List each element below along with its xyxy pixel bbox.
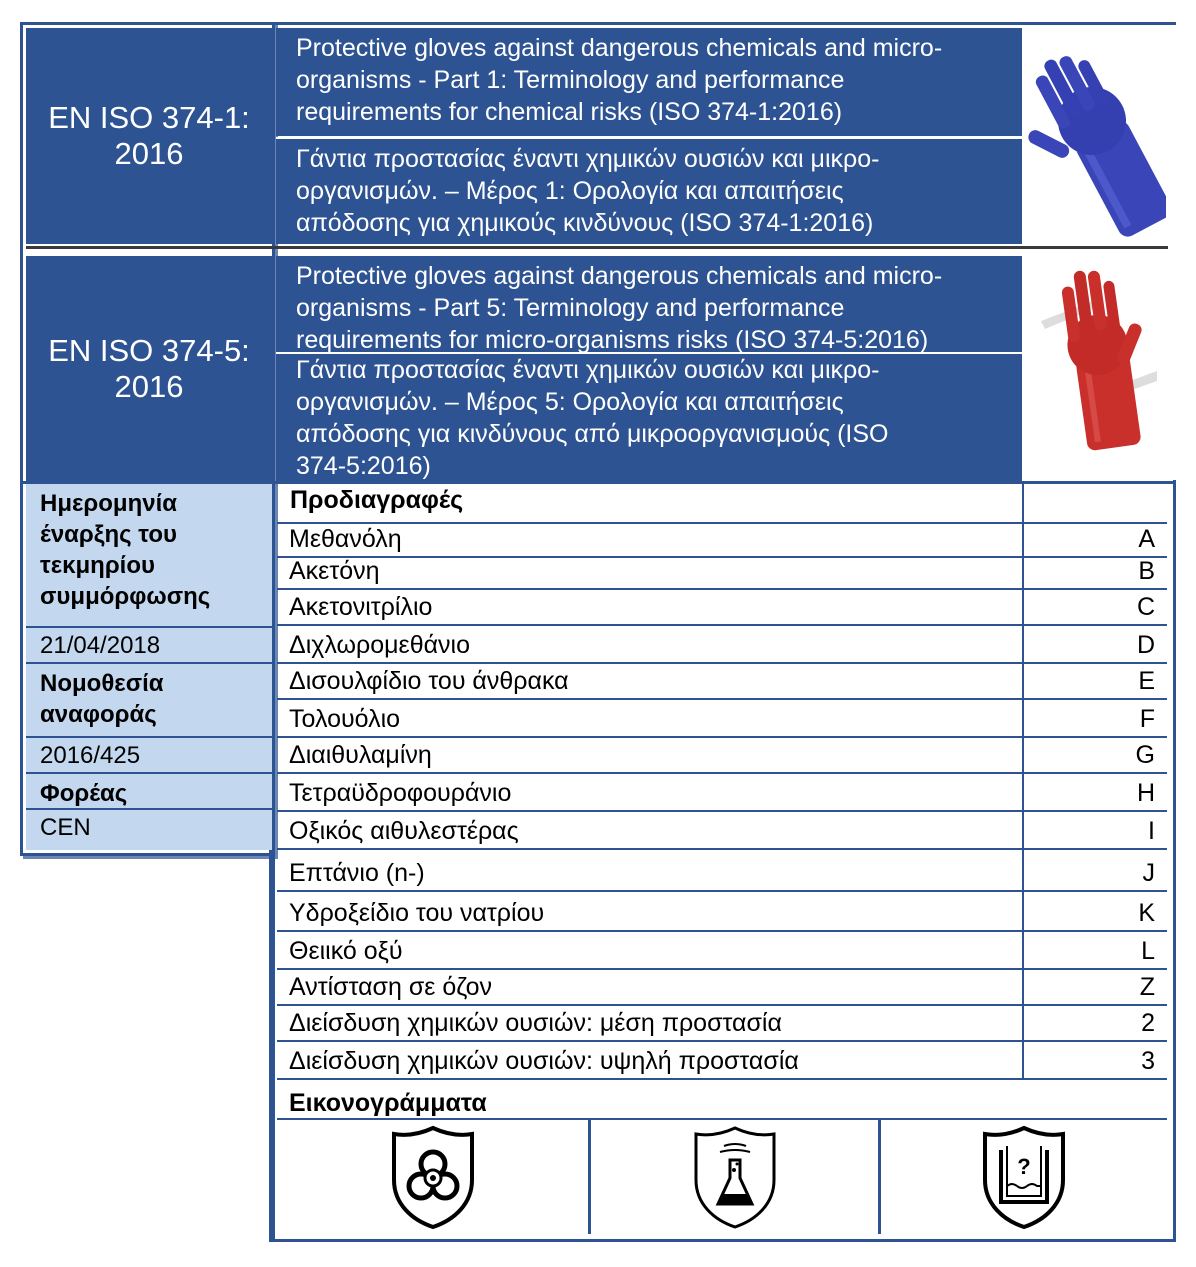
- spec-name: Τολουόλιο: [289, 705, 401, 733]
- spec-name: Υδροξείδιο του νατρίου: [289, 899, 545, 927]
- spec-code: B: [1138, 557, 1155, 585]
- start-date-label: [26, 484, 272, 626]
- title-line: οργανισμών. – Μέρος 5: Ορολογία και απαιτήσεις: [296, 388, 844, 416]
- spec-code: K: [1138, 899, 1155, 927]
- column-divider: [1022, 930, 1024, 968]
- spec-name: Διαιθυλαμίνη: [289, 741, 432, 769]
- spec-code: 2: [1141, 1009, 1155, 1037]
- spec-name: Ακετόνη: [289, 557, 380, 585]
- spec-name: Θειικό οξύ: [289, 937, 403, 965]
- table-row: [277, 624, 1167, 662]
- table-row: [277, 848, 1167, 890]
- pictograms-header-row: [277, 1078, 1167, 1120]
- label-line: έναρξης του: [40, 521, 177, 548]
- standard-1-english-title: [276, 28, 1022, 136]
- blue-glove-image: [1024, 30, 1168, 244]
- column-divider: [1022, 556, 1024, 588]
- label-line: τεκμηρίου: [40, 552, 155, 579]
- standard-2-english-title: [276, 256, 1022, 352]
- label-line: Νομοθεσία: [40, 670, 164, 697]
- table-row: [277, 772, 1167, 810]
- table-row: [277, 1040, 1167, 1078]
- biohazard-shield-icon: [388, 1124, 478, 1230]
- table-row: [277, 588, 1167, 624]
- title-line: Protective gloves against dangerous chemicals and micro-: [296, 34, 943, 62]
- legislation-value: 2016/425: [26, 738, 272, 772]
- table-row: [277, 968, 1167, 1004]
- chemical-flask-shield-icon: [690, 1124, 780, 1230]
- svg-text:?: ?: [1017, 1154, 1031, 1179]
- spec-code: J: [1142, 859, 1155, 887]
- body-label: Φορέας: [26, 774, 272, 808]
- label-line: αναφοράς: [40, 701, 157, 728]
- pictograms-header: Εικονογράμματα: [289, 1089, 487, 1117]
- column-divider: [1022, 772, 1024, 810]
- table-row: [277, 890, 1167, 930]
- spec-name: Αντίσταση σε όζον: [289, 973, 493, 1001]
- table-row: [277, 1004, 1167, 1040]
- table-row: [277, 522, 1167, 556]
- spec-name: Διχλωρομεθάνιο: [289, 631, 471, 659]
- spec-name: Ακετονιτρίλιο: [289, 593, 433, 621]
- table-row: [277, 698, 1167, 736]
- title-line: 374-5:2016): [296, 452, 431, 480]
- column-divider: [1022, 482, 1024, 522]
- column-divider: [1022, 662, 1024, 698]
- start-date-value: 21/04/2018: [26, 628, 272, 662]
- legislation-label: [26, 664, 272, 736]
- spec-name: Τετραϋδροφουράνιο: [289, 779, 512, 807]
- column-divider: [1022, 1040, 1024, 1078]
- table-row: [277, 736, 1167, 772]
- title-line: organisms - Part 5: Terminology and performance: [296, 294, 845, 322]
- red-glove-image: [1030, 258, 1166, 454]
- title-line: απόδοσης για κινδύνους από μικροοργανισμούς (ISO: [296, 420, 889, 448]
- table-row: [277, 556, 1167, 588]
- standard-code-1-line1: EN ISO 374-1:: [48, 100, 250, 135]
- standard-code-2-line1: EN ISO 374-5:: [48, 333, 250, 368]
- column-divider: [1022, 624, 1024, 662]
- table-row: [277, 810, 1167, 848]
- table-row: [277, 662, 1167, 698]
- standard-code-2: [26, 256, 272, 482]
- spec-name: Δισουλφίδιο του άνθρακα: [289, 667, 569, 695]
- standard-2-greek-title: [276, 354, 1022, 482]
- spec-code: C: [1136, 593, 1155, 621]
- spec-code: 3: [1141, 1047, 1155, 1075]
- column-divider: [1022, 810, 1024, 848]
- spec-code: Z: [1139, 973, 1155, 1001]
- section-separator: [26, 246, 1168, 249]
- column-divider: [1022, 848, 1024, 890]
- spec-code: D: [1136, 631, 1155, 659]
- standard-code-2-line2: 2016: [114, 369, 184, 404]
- column-divider: [1022, 698, 1024, 736]
- column-divider: [1022, 522, 1024, 556]
- column-divider: [1022, 890, 1024, 930]
- spec-code: I: [1148, 817, 1155, 845]
- spec-name: Μεθανόλη: [289, 525, 402, 553]
- label-line: Ημερομηνία: [40, 490, 178, 517]
- pictogram-cell: [277, 1120, 588, 1234]
- title-line: Γάντια προστασίας έναντι χημικών ουσιών και μικρο-: [296, 356, 880, 384]
- table-row: [277, 930, 1167, 968]
- standard-code-1: [26, 28, 272, 244]
- pictogram-cell: [591, 1120, 878, 1234]
- title-line: απόδοσης για χημικούς κινδύνους (ISO 374-1:2016): [296, 209, 874, 237]
- title-line: organisms - Part 1: Terminology and performance: [296, 66, 845, 94]
- spec-name: Διείσδυση χημικών ουσιών: μέση προστασία: [289, 1009, 782, 1037]
- column-divider: [1022, 1004, 1024, 1040]
- title-line: οργανισμών. – Μέρος 1: Ορολογία και απαιτήσεις: [296, 177, 844, 205]
- spec-name: Διείσδυση χημικών ουσιών: υψηλή προστασία: [289, 1047, 799, 1075]
- label-line: συμμόρφωσης: [40, 583, 211, 610]
- title-line: Γάντια προστασίας έναντι χημικών ουσιών και μικρο-: [296, 145, 880, 173]
- pictogram-cell: [881, 1120, 1167, 1234]
- title-line: Protective gloves against dangerous chemicals and micro-: [296, 262, 943, 290]
- standard-code-1-line2: 2016: [114, 136, 184, 171]
- column-divider: [1022, 588, 1024, 624]
- spec-name: Οξικός αιθυλεστέρας: [289, 817, 519, 845]
- spec-code: A: [1138, 525, 1155, 553]
- spec-code: H: [1136, 779, 1155, 807]
- body-value: CEN: [26, 810, 272, 850]
- title-line: requirements for chemical risks (ISO 374-1:2016): [296, 98, 843, 126]
- specs-header: Προδιαγραφές: [290, 486, 464, 514]
- spec-code: E: [1138, 667, 1155, 695]
- standard-1-greek-title: [276, 139, 1022, 244]
- spec-name: Επτάνιο (n-): [289, 859, 425, 887]
- column-divider: [1022, 736, 1024, 772]
- column-divider: [1022, 968, 1024, 1004]
- chemical-test-shield-icon: [979, 1124, 1069, 1230]
- title-line: requirements for micro-organisms risks (ISO 374-5:2016): [296, 326, 929, 352]
- spec-code: F: [1139, 705, 1155, 733]
- spec-code: G: [1135, 741, 1155, 769]
- spec-code: L: [1141, 937, 1155, 965]
